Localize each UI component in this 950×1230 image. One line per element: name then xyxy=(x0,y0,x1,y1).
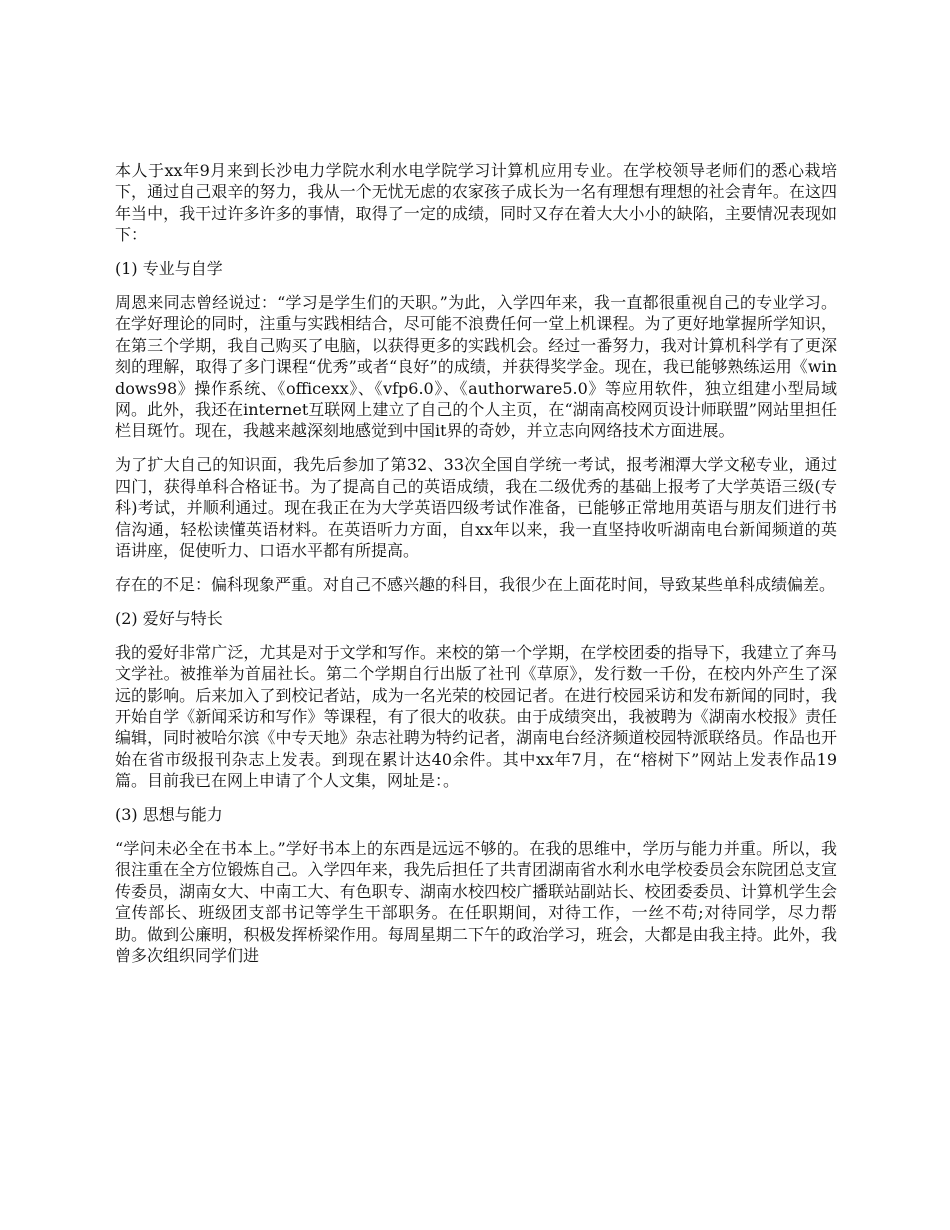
document-body xyxy=(115,160,837,979)
section-heading-hobbies: (2) 爱好与特长 xyxy=(115,608,223,628)
intro-paragraph: 本人于xx年9月来到长沙电力学院水利水电学院学习计算机应用专业。在学校领导老师们的悉心栽培下，通过自己艰辛的努力，我从一个无忧无虑的农家孩子成长为一名有理想有理想的社会青年。在这四年当中，我干过许多许多的事情，取得了一定的成绩，同时又存在着大大小小的缺陷，主要情况表现如下： xyxy=(115,161,837,245)
major-study-paragraph: 周恩来同志曾经说过：“学习是学生们的天职。”为此，入学四年来，我一直都很重视自己的专业学习。在学好理论的同时，注重与实践相结合，尽可能不浪费任何一堂上机课程。为了更好地掌握所学知识，在第三个学期，我自己购买了电脑，以获得更多的实践机会。经过一番努力，我对计算机科学有了更深刻的理解，取得了多门课程“优秀”或者“良好”的成绩，并获得奖学金。现在，我已能够熟练运用《windows98》操作系统、《officexx》、《vfp6.0》、《authorware5.0》等应用软件，独立组建小型局域网。此外，我还在internet互联网上建立了自己的个人主页，在“湖南高校网页设计师联盟”网站里担任栏目斑竹。现在，我越来越深刻地感觉到中国it界的奇妙，并立志向网络技术方面进展。 xyxy=(115,293,837,441)
ability-paragraph: “学问未必全在书本上。”学好书本上的东西是远远不够的。在我的思维中，学历与能力并重。所以，我很注重在全方位锻炼自己。入学四年来，我先后担任了共青团湖南省水利水电学校委员会东院团总支宣传委员，湖南女大、中南工大、有色职专、湖南水校四校广播联站副站长、校团委委员、计算机学生会宣传部长、班级团支部书记等学生干部职务。在任职期间，对待工作，一丝不苟;对待同学，尽力帮助。做到公廉明，积极发挥桥梁作用。每周星期二下午的政治学习，班会，大都是由我主持。此外，我曾多次组织同学们进 xyxy=(115,838,837,965)
hobbies-paragraph: 我的爱好非常广泛，尤其是对于文学和写作。来校的第一个学期，在学校团委的指导下，我建立了奔马文学社。被推举为首届社长。第二个学期自行出版了社刊《草原》，发行数一千份，在校内外产生了深远的影响。后来加入了到校记者站，成为一名光荣的校园记者。在进行校园采访和发布新闻的同时，我开始自学《新闻采访和写作》等课程，有了很大的收获。由于成绩突出，我被聘为《湖南水校报》责任编辑，同时被哈尔滨《中专天地》杂志社聘为特约记者，湖南电台经济频道校园特派联络员。作品也开始在省市级报刊杂志上发表。到现在累计达40余件。其中xx年7月，在“榕树下”网站上发表作品19篇。目前我已在网上申请了个人文集，网址是：。 xyxy=(115,642,837,791)
section-heading-ability: (3) 思想与能力 xyxy=(115,805,223,825)
shortcoming-paragraph: 存在的不足：偏科现象严重。对自己不感兴趣的科目，我很少在上面花时间，导致某些单科成绩偏差。 xyxy=(115,574,836,594)
self-study-paragraph: 为了扩大自己的知识面，我先后参加了第32、33次全国自学统一考试，报考湘潭大学文秘专业，通过四门，获得单科合格证书。为了提高自己的英语成绩，我在二级优秀的基础上报考了大学英语三级(专科)考试，并顺利通过。现在我正在为大学英语四级考试作准备，已能够正常地用英语与朋友们进行书信沟通，轻松读懂英语材料。在英语听力方面，自xx年以来，我一直坚持收听湖南电台新闻频道的英语讲座，促使听力、口语水平都有所提高。 xyxy=(115,455,837,560)
section-heading-major-study: (1) 专业与自学 xyxy=(115,259,223,279)
